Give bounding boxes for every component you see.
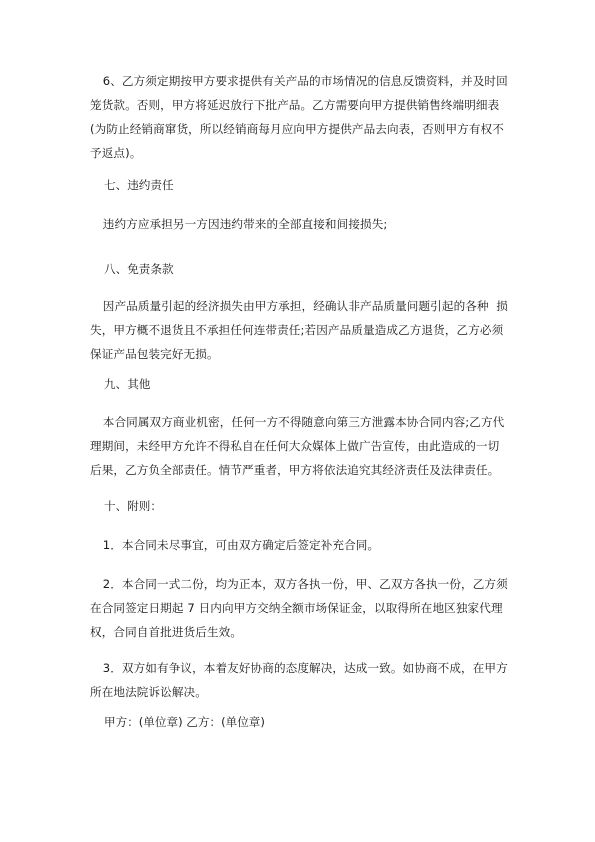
supplementary-item-1: 1．本合同未尽事宜，可由双方确定后签定补充合同。 bbox=[102, 538, 380, 552]
breach-paragraph: 违约方应承担另一方因违约带来的全部直接和间接损失; bbox=[102, 217, 388, 231]
clause-6-paragraph: 6、乙方须定期按甲方要求提供有关产品的市场情况的信息反馈资料，并及时回笼货款。否则，甲方将延迟放行下批产品。乙方需要向甲方提供销售终端明细表(为防止经销商窜货，所以经销商每月应向甲方提供产品去向表，否则甲方有权不予返点)。 bbox=[90, 74, 508, 160]
section-heading-breach: 七、违约责任 bbox=[104, 178, 174, 192]
signature-line: 甲方：(单位章) 乙方：(单位章) bbox=[104, 715, 265, 729]
section-heading-other: 九、其他 bbox=[104, 377, 151, 391]
section-heading-supplementary: 十、附则： bbox=[104, 499, 162, 513]
supplementary-item-2: 2．本合同一式二份，均为正本，双方各执一份，甲、乙双方各执一份，乙方须在合同签定日期起 7 日内向甲方交纳全额市场保证金，以取得所在地区独家代理权，合同自首批进货后生效。 bbox=[90, 577, 508, 639]
supplementary-item-3: 3．双方如有争议，本着友好协商的态度解决，达成一致。如协商不成，在甲方所在地法院诉讼解决。 bbox=[90, 661, 508, 699]
exemption-paragraph: 因产品质量引起的经济损失由甲方承担，经确认非产品质量问题引起的各种 损失，甲方概不退货且不承担任何连带责任;若因产品质量造成乙方退货，乙方必须保证产品包装完好无损。 bbox=[90, 299, 508, 361]
section-heading-exemption: 八、免责条款 bbox=[104, 262, 174, 276]
other-paragraph: 本合同属双方商业机密，任何一方不得随意向第三方泄露本协合同内容;乙方代理期间，未经甲方允许不得私自在任何大众媒体上做广告宣传，由此造成的一切后果，乙方负全部责任。情节严重者，甲方将依法追究其经济责任及法律责任。 bbox=[90, 415, 505, 477]
